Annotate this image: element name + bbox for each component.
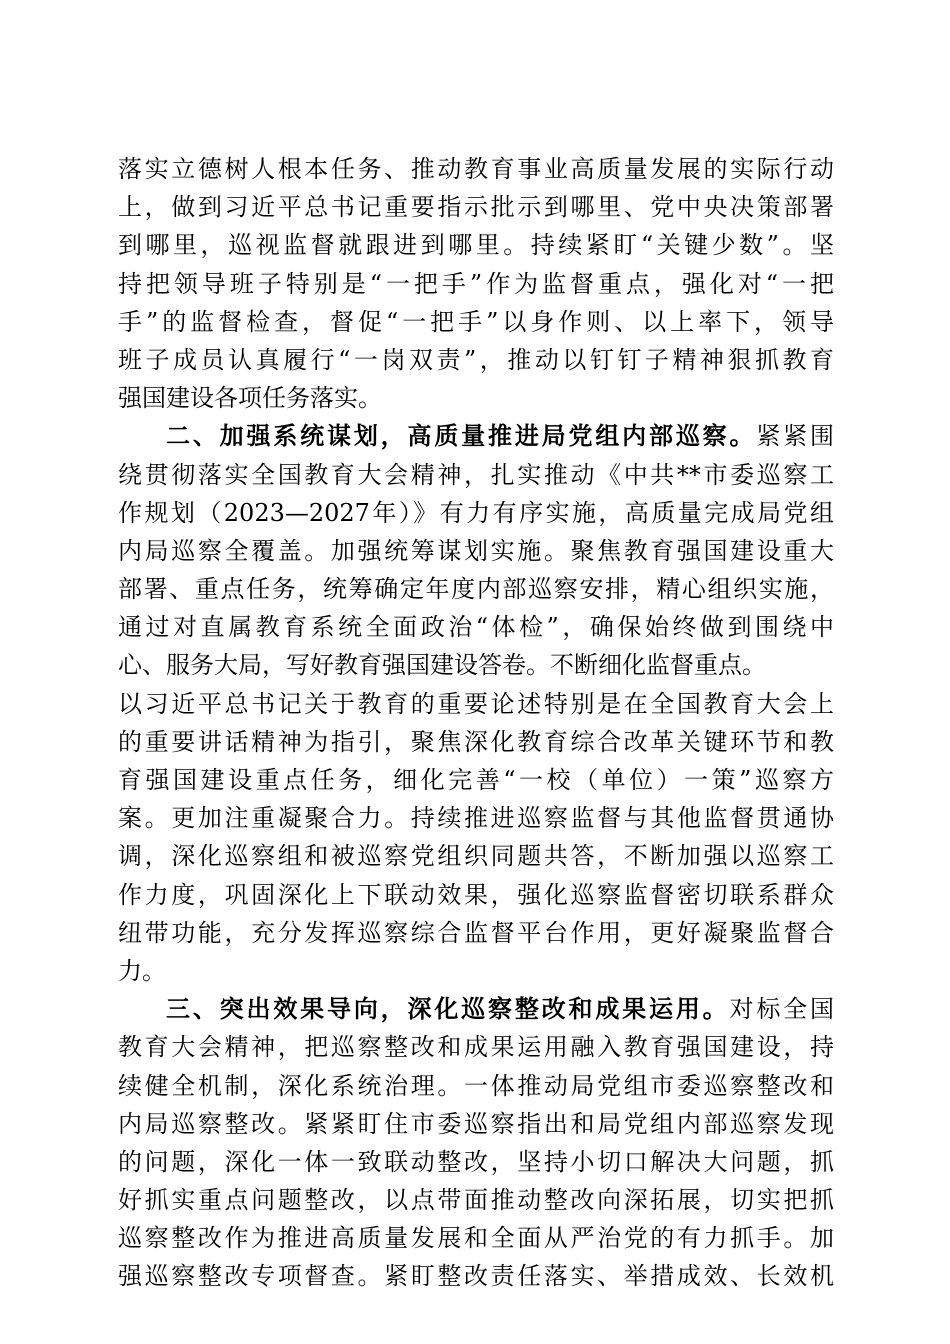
text-line: 的重要讲话精神为指引，聚焦深化教育综合改革关键环节和教: [118, 727, 834, 756]
section-heading: 二、加强系统谋划，高质量推进局党组内部巡察。: [166, 421, 757, 451]
section-heading: 三、突出效果导向，深化巡察整改和成果运用。: [166, 994, 730, 1024]
text-line: 上，做到习近平总书记重要指示批示到哪里、党中央决策部署: [118, 193, 834, 222]
text-line: 到哪里，巡视监督就跟进到哪里。持续紧盯“关键少数”。坚: [118, 231, 834, 260]
text-line: 强国建设各项任务落实。: [118, 384, 382, 413]
text-line: 作规划（2023—2027年）》有力有序实施，高质量完成局党组: [118, 498, 834, 527]
paragraph-1: [118, 150, 834, 417]
text-line: 巡察整改作为推进高质量发展和全面从严治党的有力抓手。加: [118, 1224, 834, 1253]
text-line: 班子成员认真履行“一岗双责”，推动以钉钉子精神狠抓教育: [118, 345, 834, 374]
text-line: 续健全机制，深化系统治理。一体推动局党组市委巡察整改和: [118, 1071, 834, 1100]
text-line: 持把领导班子特别是“一把手”作为监督重点，强化对“一把: [118, 269, 834, 298]
text-line: 部署、重点任务，统筹确定年度内部巡察安排，精心组织实施，: [118, 575, 834, 604]
text-line: 育强国建设重点任务，细化完善“一校（单位）一策”巡察方: [118, 766, 834, 794]
text-line: 内局巡察全覆盖。加强统筹谋划实施。聚焦教育强国建设重大: [118, 536, 834, 565]
text-line: 通过对直属教育系统全面政治“体检”，确保始终做到围绕中: [118, 613, 834, 642]
paragraph-3: [118, 990, 834, 1296]
text-line: 案。更加注重凝聚合力。持续推进巡察监督与其他监督贯通协: [118, 804, 834, 833]
text-line: 内局巡察整改。紧紧盯住市委巡察指出和局党组内部巡察发现: [118, 1109, 834, 1138]
text-line: 调，深化巡察组和被巡察党组织同题共答，不断加强以巡察工: [118, 842, 834, 871]
text-line: 的问题，深化一体一致联动整改，坚持小切口解决大问题，抓: [118, 1147, 834, 1176]
heading-trailing-text: 对标全国: [729, 995, 834, 1024]
text-line: 纽带功能，充分发挥巡察综合监督平台作用，更好凝聚监督合: [118, 918, 834, 947]
text-line: 力。: [118, 956, 166, 985]
paragraph-2: [118, 417, 834, 990]
text-line: 心、服务大局，写好教育强国建设答卷。不断细化监督重点。: [118, 651, 766, 680]
paragraph-first-line: [118, 417, 834, 455]
text-line: 教育大会精神，把巡察整改和成果运用融入教育强国建设，持: [118, 1033, 834, 1062]
text-line: 落实立德树人根本任务、推动教育事业高质量发展的实际行动: [118, 155, 834, 183]
text-line: 好抓实重点问题整改，以点带面推动整改向深拓展，切实把抓: [118, 1186, 834, 1215]
heading-trailing-text: 紧紧围: [756, 422, 835, 451]
text-line: 手”的监督检查，督促“一把手”以身作则、以上率下，领导: [118, 307, 834, 336]
text-line: 作力度，巩固深化上下联动效果，强化巡察监督密切联系群众: [118, 880, 834, 909]
paragraph-first-line: [118, 990, 834, 1028]
text-line: 强巡察整改专项督查。紧盯整改责任落实、举措成效、长效机: [118, 1262, 834, 1291]
document-body: [118, 150, 834, 1296]
text-line: 以习近平总书记关于教育的重要论述特别是在全国教育大会上: [118, 689, 834, 718]
text-line: 绕贯彻落实全国教育大会精神，扎实推动《中共**市委巡察工: [118, 460, 834, 489]
